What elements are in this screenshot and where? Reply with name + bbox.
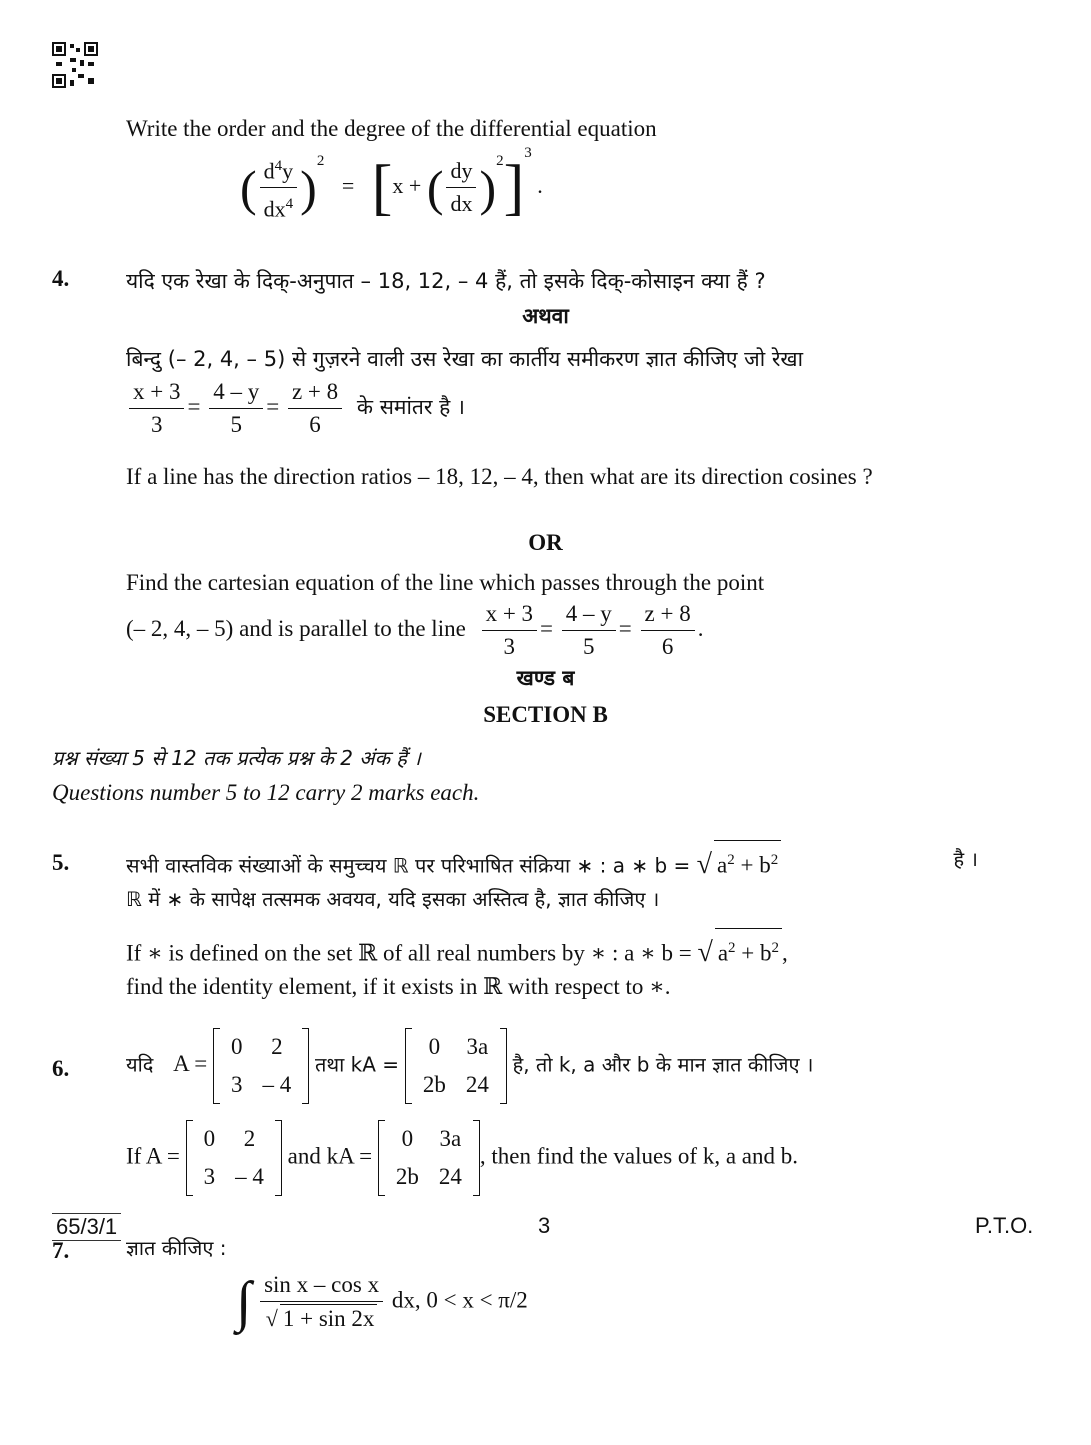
q4-hindi-equation: $\frac{x + 3}{3}$ = $\frac{4 - y}{5}$ = $\frac{z + 8}{6}$ के समांतर है ।	[126, 378, 465, 439]
matrix-ka: 0 3a 2b 24	[378, 1120, 480, 1196]
pto-label: P.T.O.	[975, 1213, 1034, 1238]
q6-english-line: If A = 0 2 3 – 4 and kA = 0 3a 2b 24 , then find the values of k, a and b.	[126, 1120, 798, 1196]
q4-english-or: OR	[528, 530, 563, 555]
matrix-a: 0 2 3 – 4	[186, 1120, 282, 1196]
q7-integral: ∫ $\frac{\text{sin x – cos x}}{√ 1 + \sin 2x}$ dx, 0 < x < π/2	[236, 1271, 528, 1333]
section-note-hindi: प्रश्न संख्या 5 से 12 तक प्रत्येक प्रश्न के 2 अंक हैं ।	[52, 746, 421, 770]
q4-english-alt-line2: (– 2, 4, – 5) and is parallel to the line $\frac{x + 3}{3}$ = $\frac{4 - y}{5}$ = $\frac{z + 8}{6}$ .	[126, 601, 704, 659]
question-number: 5.	[52, 850, 70, 875]
question-number: 6.	[52, 1056, 70, 1081]
q7-hindi-text: ज्ञात कीजिए :	[126, 1236, 227, 1260]
q4-hindi-question: यदि एक रेखा के दिक्-अनुपात – 18, 12, – 4 हैं, तो इसके दिक्-कोसाइन क्या हैं ?	[126, 269, 766, 293]
qr-code-icon	[52, 42, 98, 88]
q5-hindi-line2: ℝ में ∗ के सापेक्ष तत्समक अवयव, यदि इसका अस्तित्व है, ज्ञात कीजिए ।	[126, 887, 660, 911]
q4-english-alt-line1: Find the cartesian equation of the line which passes through the point	[126, 570, 765, 595]
q5-hindi-line1: सभी वास्तविक संख्याओं के समुच्चय ℝ पर परिभाषित संक्रिया ∗ : a ∗ b = √ $a^2 + b^2$ है ।	[126, 840, 978, 885]
q4-english-question: If a line has the direction ratios – 18, 12, – 4, then what are its direction cosines ?	[126, 464, 873, 489]
section-note-english: Questions number 5 to 12 carry 2 marks each.	[52, 780, 480, 805]
matrix-a: 0 2 3 – 4	[213, 1028, 309, 1104]
page-number: 3	[538, 1213, 551, 1238]
q5-english-line2: find the identity element, if it exists in ℝ with respect to ∗.	[126, 974, 671, 999]
q4-hindi-alt-line1: बिन्दु (– 2, 4, – 5) से गुज़रने वाली उस रेखा का कार्तीय समीकरण ज्ञात कीजिए जो रेखा	[126, 347, 804, 371]
question-number: 7.	[52, 1238, 70, 1263]
q5-english-line1: If ∗ is defined on the set ℝ of all real numbers by ∗ : a ∗ b = √ $a^2 + b^2$ ,	[126, 928, 978, 973]
q4-hindi-or: अथवा	[522, 304, 569, 328]
section-title-hindi: खण्ड ब	[516, 666, 575, 690]
q3-equation: ( $\frac{d^4y}{dx^4}$ )$^2$ = [x + ( $\frac{dy}{dx}$ )$^2$]$^3$ .	[240, 144, 543, 222]
paper-code: 65/3/1	[52, 1213, 121, 1241]
section-title-english: SECTION B	[483, 702, 608, 727]
question-number: 4.	[52, 266, 70, 291]
q3-text: Write the order and the degree of the differential equation	[126, 116, 657, 141]
matrix-ka: 0 3a 2b 24	[405, 1028, 507, 1104]
q6-hindi-line: यदि A = 0 2 3 – 4 तथा kA = 0 3a 2b 24 है, तो k, a और b के मान ज्ञात कीजिए ।	[126, 1028, 813, 1104]
